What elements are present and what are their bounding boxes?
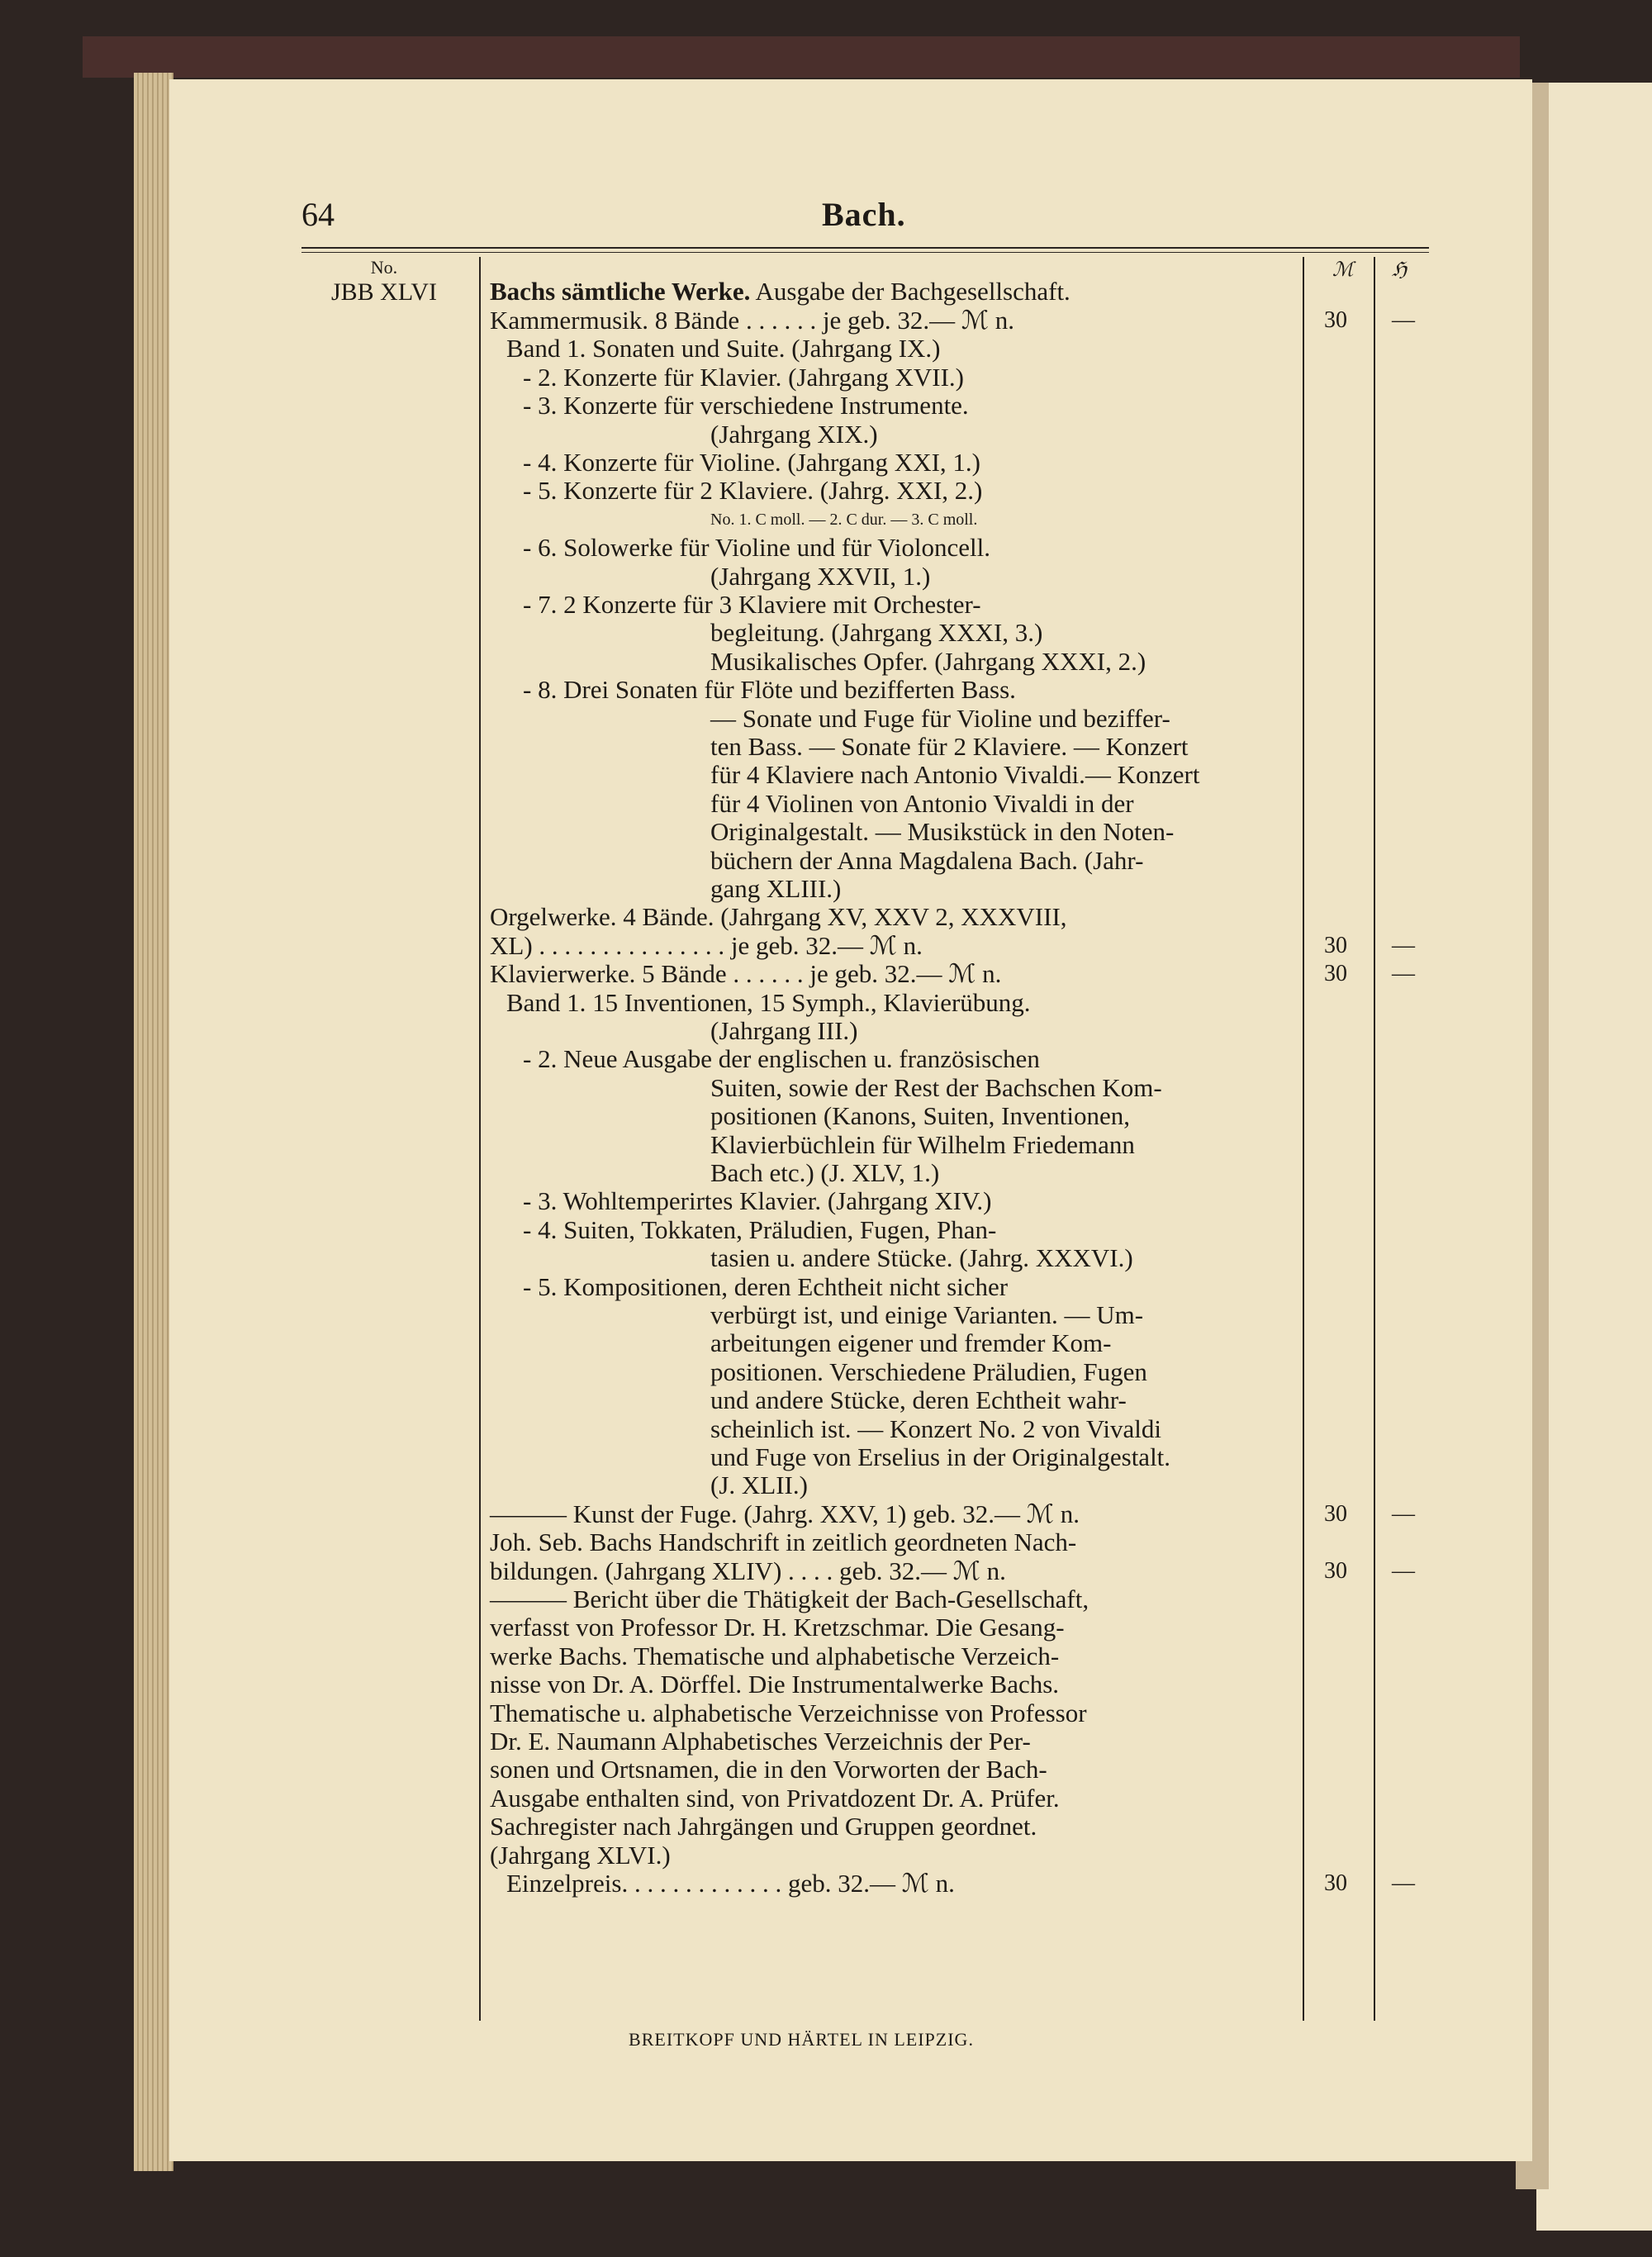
- entry-line: Klavierwerke. 5 Bände . . . . . . je geb. 32.— ℳ n.: [490, 959, 1002, 989]
- entry-line: (Jahrgang III.): [710, 1016, 858, 1045]
- entry-line: scheinlich ist. — Konzert No. 2 von Vivaldi: [710, 1414, 1162, 1443]
- entry-line: No. 1. C moll. — 2. C dur. — 3. C moll.: [710, 510, 978, 529]
- entry-title-rest: Ausgabe der Bachgesellschaft.: [755, 277, 1070, 306]
- entry-line: - 6. Solowerke für Violine und für Violoncell.: [523, 533, 990, 563]
- price-pfennig: —: [1392, 1870, 1415, 1896]
- entry-line: (Jahrgang XLVI.): [490, 1840, 671, 1870]
- entry-line: Originalgestalt. — Musikstück in den Noten-: [710, 817, 1175, 847]
- entry-line: tasien u. andere Stücke. (Jahrg. XXXVI.): [710, 1243, 1133, 1273]
- entry-line: Suiten, sowie der Rest der Bachschen Kom-: [710, 1072, 1162, 1102]
- entry-line: für 4 Violinen von Antonio Vivaldi in der: [710, 788, 1134, 818]
- page-edges: [134, 73, 173, 2171]
- column-divider-pf: [1374, 257, 1375, 2021]
- entry-line: verfasst von Professor Dr. H. Kretzschmar. Die Gesang-: [490, 1613, 1065, 1642]
- entry-line: - 5. Kompositionen, deren Echtheit nicht sicher: [523, 1271, 1009, 1301]
- entry-line: Band 1. Sonaten und Suite. (Jahrgang IX.): [506, 334, 941, 363]
- entry-line: - 5. Konzerte für 2 Klaviere. (Jahrg. XXI, 2.): [523, 476, 983, 506]
- header-rule-thin: [301, 252, 1429, 253]
- entry-line: ten Bass. — Sonate für 2 Klaviere. — Konzert: [710, 732, 1189, 761]
- price-marks: 30: [1324, 307, 1347, 333]
- entry-line: Band 1. 15 Inventionen, 15 Symph., Klavierübung.: [506, 987, 1031, 1017]
- column-divider-price: [1303, 257, 1304, 2021]
- book-page: [169, 79, 1532, 2161]
- entry-line: verbürgt ist, und einige Varianten. — Um-: [710, 1300, 1144, 1329]
- entry-line: Thematische u. alphabetische Verzeichnisse von Professor: [490, 1698, 1087, 1727]
- entry-line: - 2. Konzerte für Klavier. (Jahrgang XVII.): [523, 362, 964, 392]
- entry-line: positionen (Kanons, Suiten, Inventionen,: [710, 1101, 1130, 1131]
- running-title: Bach.: [822, 196, 906, 233]
- entry-title: Bachs sämtliche Werke.: [490, 277, 751, 306]
- entry-line: bildungen. (Jahrgang XLIV) . . . . geb. 32.— ℳ n.: [490, 1556, 1006, 1585]
- entry-line: Bach etc.) (J. XLV, 1.): [710, 1158, 940, 1187]
- price-pfennig: —: [1392, 307, 1415, 333]
- header-rule: [301, 247, 1429, 249]
- entry-title-line: [490, 278, 1070, 306]
- entry-line: Joh. Seb. Bachs Handschrift in zeitlich geordneten Nach-: [490, 1528, 1077, 1557]
- entry-line: - 8. Drei Sonaten für Flöte und bezifferten Bass.: [523, 675, 1016, 705]
- entry-line: Einzelpreis. . . . . . . . . . . . . geb. 32.— ℳ n.: [506, 1869, 955, 1898]
- entry-line: nisse von Dr. A. Dörffel. Die Instrumentalwerke Bachs.: [490, 1670, 1060, 1699]
- entry-line: - 3. Konzerte für verschiedene Instrumente.: [523, 391, 969, 421]
- entry-line: Ausgabe enthalten sind, von Privatdozent Dr. A. Prüfer.: [490, 1783, 1060, 1813]
- mark-unit-label: ℳ: [1332, 259, 1354, 281]
- catalog-number: JBB XLVI: [330, 278, 438, 306]
- entry-line: sonen und Ortsnamen, die in den Vorworten der Bach-: [490, 1755, 1047, 1784]
- entry-line: Klavierbüchlein für Wilhelm Friedemann: [710, 1129, 1135, 1159]
- price-pfennig: —: [1392, 932, 1415, 958]
- entry-line: gang XLIII.): [710, 874, 842, 903]
- entry-line: arbeitungen eigener und fremder Kom-: [710, 1328, 1112, 1358]
- price-marks: 30: [1324, 961, 1347, 987]
- entry-line: Sachregister nach Jahrgängen und Gruppen geordnet.: [490, 1812, 1037, 1841]
- entry-line: - 7. 2 Konzerte für 3 Klaviere mit Orchester-: [523, 590, 981, 619]
- price-marks: 30: [1324, 1870, 1347, 1896]
- entry-line: ——— Bericht über die Thätigkeit der Bach-Gesellschaft,: [490, 1585, 1089, 1613]
- entry-line: Dr. E. Naumann Alphabetisches Verzeichnis der Per-: [490, 1727, 1031, 1756]
- price-marks: 30: [1324, 1500, 1347, 1527]
- entry-line: und andere Stücke, deren Echtheit wahr-: [710, 1385, 1127, 1415]
- entry-line: für 4 Klaviere nach Antonio Vivaldi.— Konzert: [710, 760, 1200, 790]
- entry-line: (Jahrgang XIX.): [710, 419, 878, 449]
- entry-line: Orgelwerke. 4 Bände. (Jahrgang XV, XXV 2, XXXVIII,: [490, 902, 1067, 932]
- number-column-label: No.: [370, 257, 398, 278]
- entry-line: werke Bachs. Thematische und alphabetische Verzeich-: [490, 1641, 1060, 1670]
- entry-line: - 3. Wohltemperirtes Klavier. (Jahrgang XIV.): [523, 1186, 992, 1216]
- entry-line: XL) . . . . . . . . . . . . . . . je geb. 32.— ℳ n.: [490, 930, 923, 960]
- entry-line: Kammermusik. 8 Bände . . . . . . je geb. 32.— ℳ n.: [490, 306, 1014, 335]
- entry-line: positionen. Verschiedene Präludien, Fugen: [710, 1357, 1147, 1386]
- entry-line: (Jahrgang XXVII, 1.): [710, 561, 931, 591]
- entry-line: - 4. Konzerte für Violine. (Jahrgang XXI, 1.): [523, 448, 980, 477]
- publisher-footer: BREITKOPF UND HÄRTEL IN LEIPZIG.: [629, 2029, 974, 2050]
- pfennig-unit-label: ℌ: [1392, 259, 1408, 281]
- entry-line: (J. XLII.): [710, 1471, 808, 1500]
- facing-page: [1536, 83, 1652, 2231]
- catalog-number-column: [301, 257, 467, 306]
- price-marks: 30: [1324, 932, 1347, 958]
- price-pfennig: —: [1392, 961, 1415, 987]
- page-number: 64: [301, 196, 335, 233]
- page-header: [169, 195, 1433, 245]
- entry-line: — Sonate und Fuge für Violine und beziffer-: [710, 703, 1170, 733]
- entry-line: begleitung. (Jahrgang XXXI, 3.): [710, 618, 1043, 648]
- entry-line: Musikalisches Opfer. (Jahrgang XXXI, 2.): [710, 646, 1146, 676]
- entry-line: - 4. Suiten, Tokkaten, Präludien, Fugen, Phan-: [523, 1214, 997, 1244]
- book-cover-top: [83, 36, 1520, 78]
- entry-line: - 2. Neue Ausgabe der englischen u. französischen: [523, 1044, 1040, 1074]
- price-marks: 30: [1324, 1557, 1347, 1584]
- entry-line: und Fuge von Erselius in der Originalgestalt.: [710, 1442, 1171, 1471]
- column-divider-left: [479, 257, 481, 2021]
- entry-line: büchern der Anna Magdalena Bach. (Jahr-: [710, 845, 1144, 875]
- entry-line: ——— Kunst der Fuge. (Jahrg. XXV, 1) geb. 32.— ℳ n.: [490, 1499, 1080, 1528]
- price-pfennig: —: [1392, 1557, 1415, 1584]
- price-pfennig: —: [1392, 1500, 1415, 1527]
